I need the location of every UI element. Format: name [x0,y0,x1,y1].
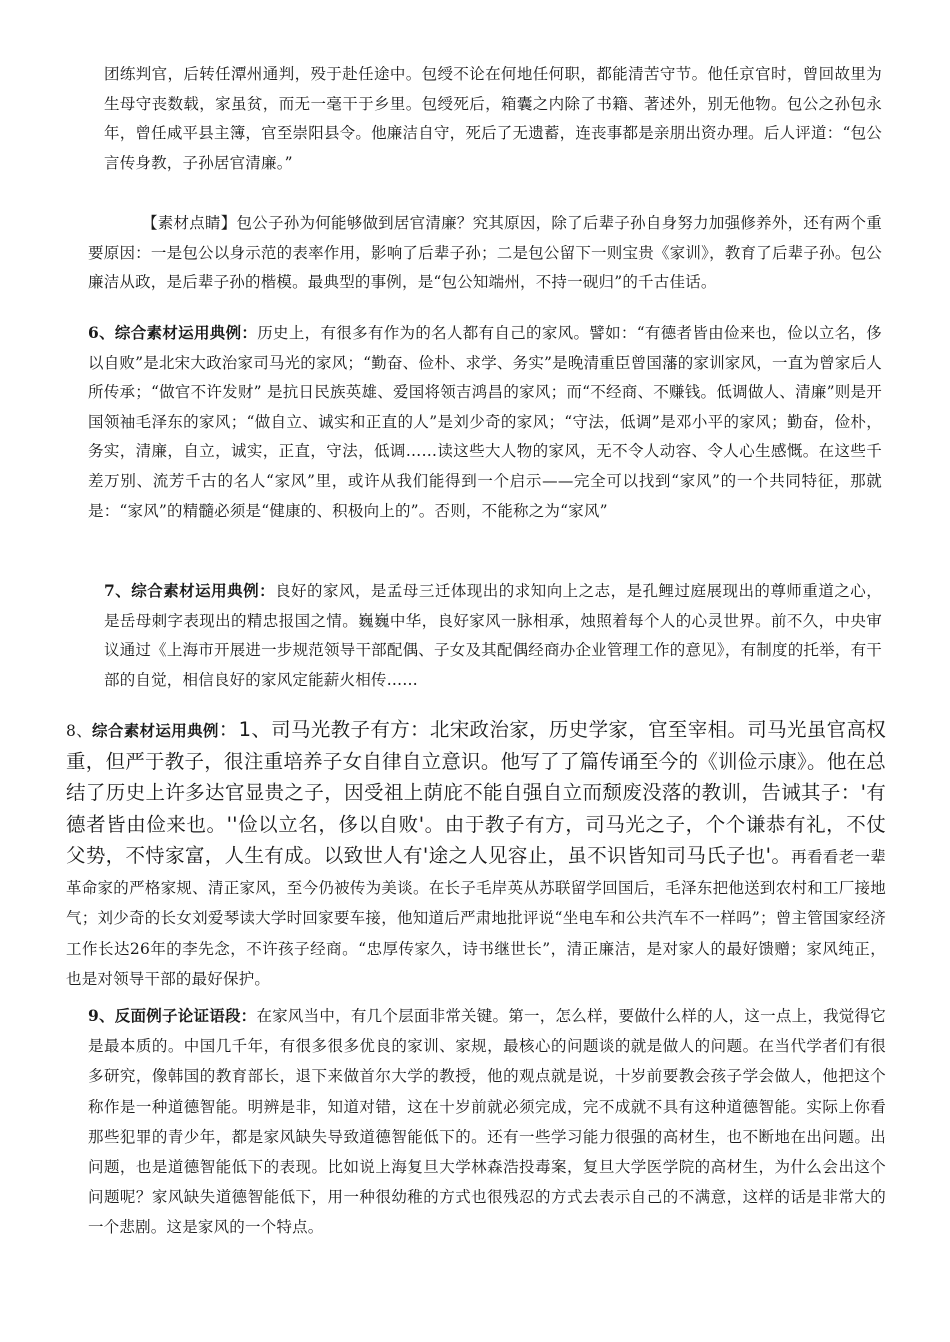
paragraph-text: 良好的家风，是孟母三迁体现出的求知向上之志，是孔鲤过庭展现出的尊师重道之心，是岳母刺字表现出的精忠报国之情。巍巍中华，良好家风一脉相承，烛照着每个人的心灵世界。前不久，中央审议通过《上海市开展进一步规范领导干部配偶、子女及其配偶经商办企业管理工作的意见》，有制度的托举，有干部的自觉，相信良好的家风定能薪火相传…… [104,582,882,689]
paragraph-text: 【素材点睛】包公子孙为何能够做到居官清廉？究其原因，除了后辈子孙自身努力加强修养外，还有两个重要原因：一是包公以身示范的表率作用，影响了后辈子孙；二是包公留下一则宝贵《家训》，教育了后辈子孙。包公廉洁从政，是后辈子孙的楷模。最典型的事例，是“包公知端州，不持一砚归”的千古佳话。 [88,214,882,292]
paragraph-bao-descendants [104,60,882,178]
paragraph-text: 再看看老一辈革命家的严格家规、清正家风，至今仍被传为美谈。在长子毛岸英从苏联留学回国后，毛泽东把他送到农村和工厂接地气；刘少奇的长女刘爱琴读大学时回家要车接，他知道后严肃地批评说“坐电车和公共汽车不一样吗”；曾主管国家经济工作长达26年的李先念，不许孩子经商。“忠厚传家久，诗书继世长”，清正廉洁，是对家人的最好馈赠；家风纯正，也是对领导干部的最好保护。 [66,848,886,988]
heading-colon: ： [218,718,239,741]
section-heading: 6、综合素材运用典例： [88,323,258,342]
paragraph-text: 历史上，有很多有作为的名人都有自己的家风。譬如：“有德者皆由俭来也，俭以立名，侈以自败”是北宋大政治家司马光的家风；“勤奋、俭朴、求学、务实”是晚清重臣曾国藩的家训家风，一直为曾家后人所传承；“做官不许发财” 是抗日民族英雄、爱国将领吉鸿昌的家风；而“不经商、不赚钱。低调做人、清廉”则是开国领袖毛泽东的家风；“做自立、诚实和正直的人”是刘少奇的家风；“守法，低调”是邓小平的家风；勤奋，俭朴，务实，清廉，自立，诚实，正直，守法，低调……读这些大人物的家风，无不令人动容、令人心生感慨。在这些千差万别、流芳千古的名人“家风”里，或许从我们能得到一个启示——完全可以找到“家风”的一个共同特征，那就是：“家风”的精髓必须是“健康的、积极向上的”。否则，不能称之为“家风” [88,324,882,520]
paragraph-example-7 [104,576,882,695]
paragraph-text: 在家风当中，有几个层面非常关键。第一，怎么样，要做什么样的人，这一点上，我觉得它是最本质的。中国几千年，有很多很多优良的家训、家规，最核心的问题谈的就是做人的问题。在当代学者们有很多研究，像韩国的教育部长，退下来做首尔大学的教授，他的观点就是说，十岁前要教会孩子学会做人，他把这个称作是一种道德智能。明辨是非，知道对错，这在十岁前就必须完成，完不成就不具有这种道德智能。实际上你看那些犯罪的青少年，都是家风缺失导致道德智能低下的。还有一些学习能力很强的高材生，也不断地在出问题。出问题，也是道德智能低下的表现。比如说上海复旦大学林森浩投毒案，复旦大学医学院的高材生，为什么会出这个问题呢？家风缺失道德智能低下，用一种很幼稚的方式也很残忍的方式去表示自己的不满意，这样的话是非常大的一个悲剧。这是家风的一个特点。 [88,1007,886,1237]
indent-spacer [88,214,142,232]
paragraph-text-large: 1、司马光教子有方：北宋政治家，历史学家，官至宰相。司马光虽官高权重，但严于教子，很注重培养子女自律自立意识。他写了了篇传诵至今的《训俭示康》。他在总结了历史上许多达官显贵之子，因受祖上荫庇不能自强自立而颓废没落的教训，告诫其子：'有德者皆由俭来也。''俭以立名，侈以自败'。由于教子有方，司马光之子，个个谦恭有礼，不仗父势，不恃家富，人生有成。以致世人有'途之人见容止，虽不识皆知司马氏子也'。 [66,718,886,867]
paragraph-example-9 [88,1001,886,1243]
paragraph-text: 团练判官，后转任潭州通判，殁于赴任途中。包绶不论在何地任何职，都能清苦守节。他任京官时，曾回故里为生母守丧数载，家虽贫，而无一毫干于乡里。包绶死后，箱囊之内除了书籍、著述外，别无他物。包公之孙包永年，曾任咸平县主簿，官至崇阳县令。他廉洁自守，死后了无遗蓄，连丧事都是亲朋出资办理。后人评道：“包公言传身教，子孙居官清廉。” [104,65,882,172]
section-number: 8、 [66,722,93,740]
section-heading: 综合素材运用典例 [92,721,219,740]
section-heading: 9、反面例子论证语段： [88,1006,257,1025]
paragraph-example-8 [66,715,886,995]
paragraph-material-highlight [88,209,882,298]
section-heading: 7、综合素材运用典例： [104,581,276,600]
paragraph-example-6 [88,318,882,526]
